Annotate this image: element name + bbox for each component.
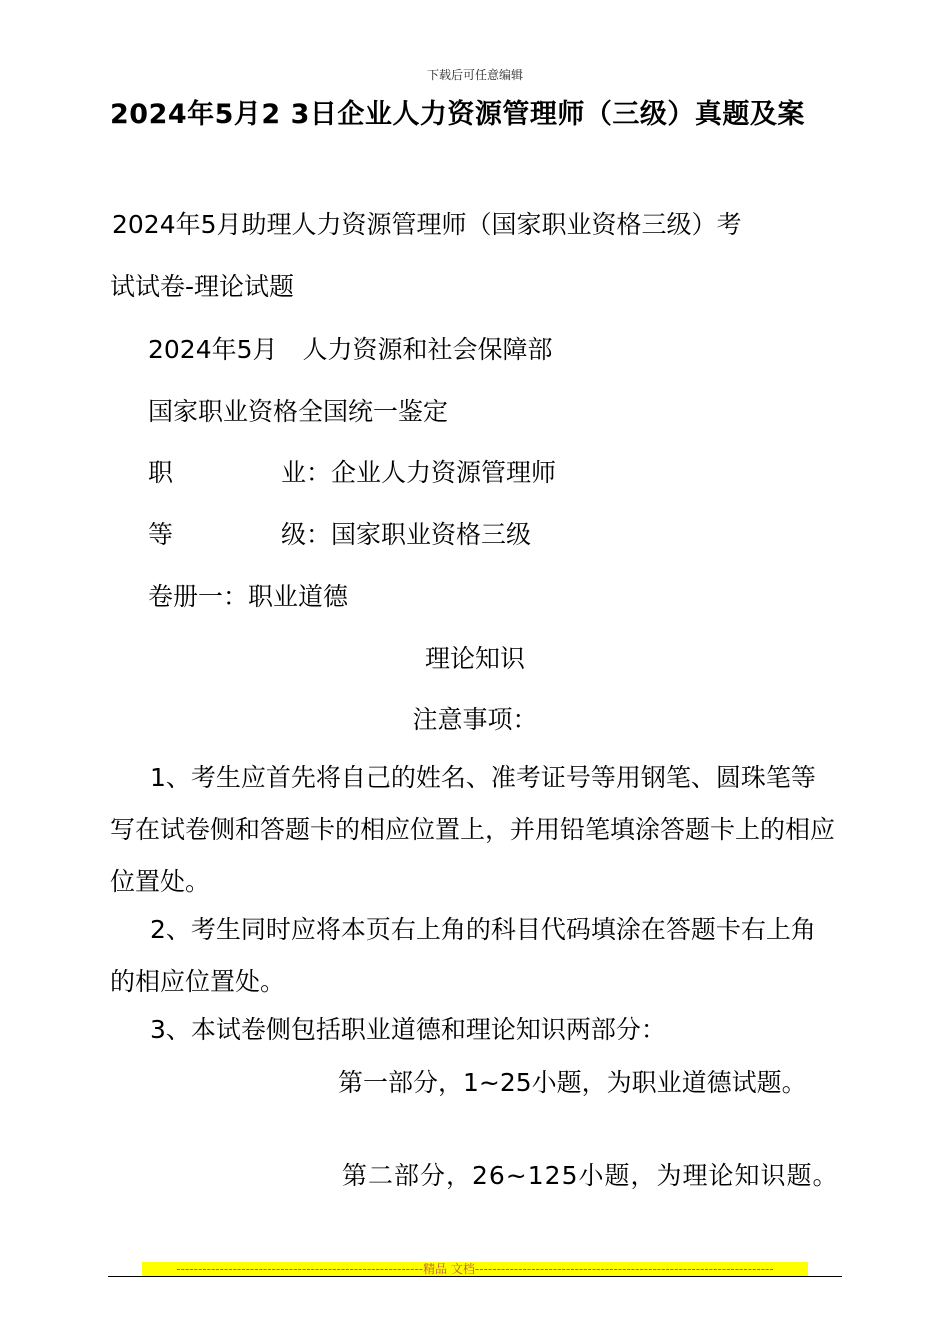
- level-label-a: 等: [148, 520, 174, 549]
- section-title: 理论知识: [424, 644, 525, 673]
- notice-item-1: 1、考生应首先将自己的姓名、准考证号等用钢笔、圆珠笔等写在试卷侧和答题卡的相应位置上，并用铅笔填涂答题卡上的相应位置处。: [110, 763, 836, 896]
- occupation-label-a: 职: [148, 458, 174, 487]
- subtitle-line-1: 2024年5月助理人力资源管理师（国家职业资格三级）考: [112, 210, 742, 239]
- date-issuer: 2024年5月 人力资源和社会保障部: [148, 335, 553, 364]
- occupation-value: 业：企业人力资源管理师: [281, 458, 557, 487]
- level-line: [148, 515, 531, 551]
- notice-item-2: 2、考生同时应将本页右上角的科目代码填涂在答题卡右上角的相应位置处。: [110, 915, 816, 996]
- header-note: 下载后可任意编辑: [426, 68, 523, 82]
- subtitle-line-2: 试试卷-理论试题: [110, 272, 295, 301]
- document-title: 2024年5月2 3日企业人力资源管理师（三级）真题及案: [110, 99, 805, 130]
- notice-title: 注意事项：: [412, 705, 538, 734]
- notice-item-3: 3、本试卷侧包括职业道德和理论知识两部分：: [150, 1015, 666, 1044]
- part-2: 第二部分，26~125小题，为理论知识题。: [342, 1161, 839, 1190]
- footer-watermark: ---------------------------------------------------------精品 文档---------------------------------------------------------------------: [142, 1262, 808, 1277]
- part-1: 第一部分，1~25小题，为职业道德试题。: [338, 1068, 807, 1097]
- occupation-line: [148, 453, 556, 489]
- level-value: 级：国家职业资格三级: [281, 520, 532, 549]
- volume-line: 卷册一：职业道德: [148, 582, 349, 611]
- exam-name: 国家职业资格全国统一鉴定: [148, 397, 449, 426]
- footer-rule: [108, 1276, 842, 1277]
